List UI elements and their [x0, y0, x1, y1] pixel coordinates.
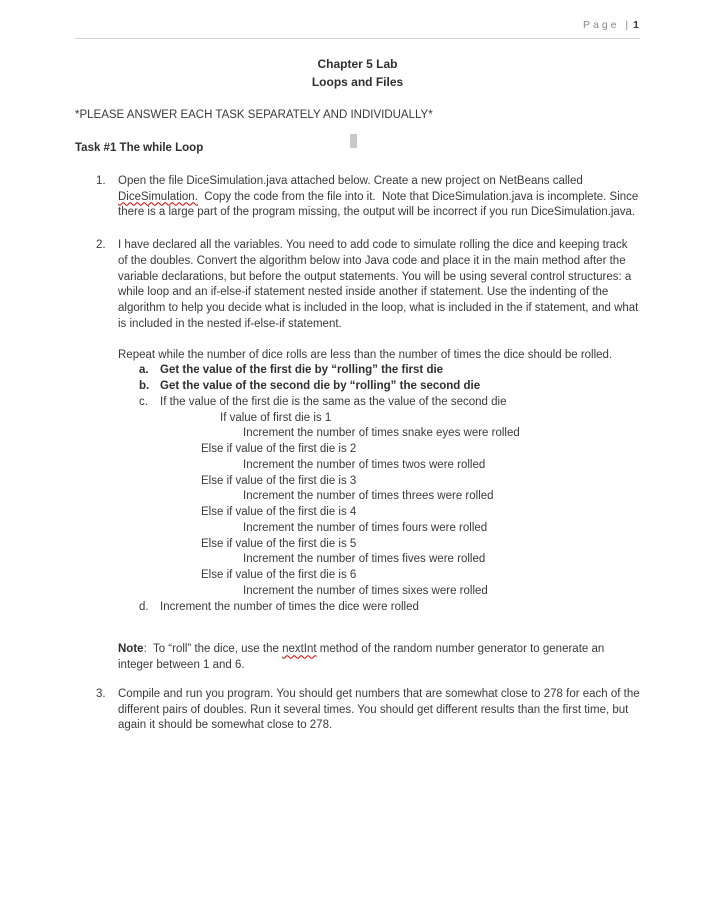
page-number-label: Page | — [582, 19, 632, 31]
item-2-text: I have declared all the variables. You need to add code to simulate rolling the dice and keeping track of the doubles. Convert the algorithm below into Java code and place it in the main method after the variable declarations, but before the output statements. You will be using several control structures: a while loop and an if-else-if statement nested inside another if statement. Use the indenting of the algorithm to help you decide what is included in the loop, what is included in the if statement, and what is included in the nested if-else-if statement. — [118, 239, 642, 330]
list-marker-1: 1. — [96, 174, 106, 187]
algorithm-line: Increment the number of times snake eyes were rolled — [243, 427, 520, 440]
misspelled-word-dicesimulation: DiceSimulation. — [118, 190, 198, 203]
page-number: 1 — [633, 19, 640, 31]
note-text-part2: method of the random number generator to generate an integer between 1 and 6. — [118, 643, 608, 672]
title-line-2: Loops and Files — [311, 75, 404, 90]
page-header — [75, 18, 640, 32]
algorithm-line: Increment the number of times sixes were rolled — [243, 584, 488, 597]
algorithm-line: Else if value of the first die is 5 — [201, 537, 357, 550]
algorithm-line: Increment the number of times twos were rolled — [243, 458, 486, 471]
notice-text: *PLEASE ANSWER EACH TASK SEPARATELY AND INDIVIDUALLY* — [75, 109, 433, 122]
algorithm-step-d — [75, 600, 640, 616]
item-1-text-part1: Open the file DiceSimulation.java attached below. Create a new project on NetBeans called — [118, 174, 586, 187]
note-paragraph — [118, 642, 640, 674]
algorithm-line: Increment the number of times threes were rolled — [243, 490, 494, 503]
document-title — [75, 55, 640, 91]
item-3-text: Compile and run you program. You should get numbers that are somewhat close to 278 for each of the different pairs of doubles. Run it several times. You should get different results than the first time, but again it should be somewhat close to 278. — [118, 687, 643, 732]
numbered-item-3 — [75, 687, 643, 734]
task-heading: Task #1 The while Loop — [75, 142, 204, 155]
algorithm-line: Increment the number of times fours were rolled — [243, 521, 488, 534]
item-1-text-part2: Copy the code from the file into it. Note that DiceSimulation.java is incomplete. Since there is a large part of the program missing, the output will be incorrect if you run DiceSimulation.java. — [118, 190, 642, 219]
list-marker-3: 3. — [96, 687, 106, 700]
numbered-item-1 — [75, 174, 640, 221]
title-line-1: Chapter 5 Lab — [317, 57, 398, 72]
algorithm-step-b — [75, 379, 640, 395]
algorithm-line: If value of first die is 1 — [220, 411, 332, 424]
algorithm-line: Else if value of the first die is 4 — [201, 506, 357, 519]
algorithm-step-a — [75, 363, 640, 379]
misspelled-word-nextint: nextInt — [282, 643, 317, 656]
step-b-text: Get the value of the second die by “rolling” the second die — [160, 380, 481, 393]
item-1-text — [118, 174, 640, 221]
list-marker-2: 2. — [96, 239, 106, 252]
step-b-marker: b. — [139, 380, 150, 393]
numbered-item-2 — [75, 238, 640, 333]
algorithm-line: Else if value of the first die is 3 — [201, 474, 357, 487]
algorithm-line: Increment the number of times fives were rolled — [243, 553, 486, 566]
step-c-marker: c. — [139, 395, 148, 408]
algorithm-intro: Repeat while the number of dice rolls are less than the number of times the dice should be rolled. — [118, 348, 613, 361]
note-label: Note — [118, 643, 144, 656]
algorithm-line: Else if value of the first die is 2 — [201, 443, 357, 456]
text-cursor-artifact — [350, 134, 357, 148]
step-d-text: Increment the number of times the dice were rolled — [160, 600, 419, 613]
algorithm-step-c — [75, 395, 640, 411]
note-text-part1: : To “roll” the dice, use the — [143, 643, 283, 656]
header-rule — [75, 38, 640, 39]
step-d-marker: d. — [139, 600, 149, 613]
algorithm-line: Else if value of the first die is 6 — [201, 569, 357, 582]
step-c-text: If the value of the first die is the same as the value of the second die — [160, 395, 507, 408]
step-a-text: Get the value of the first die by “rolling” the first die — [160, 364, 444, 377]
step-a-marker: a. — [139, 364, 149, 377]
